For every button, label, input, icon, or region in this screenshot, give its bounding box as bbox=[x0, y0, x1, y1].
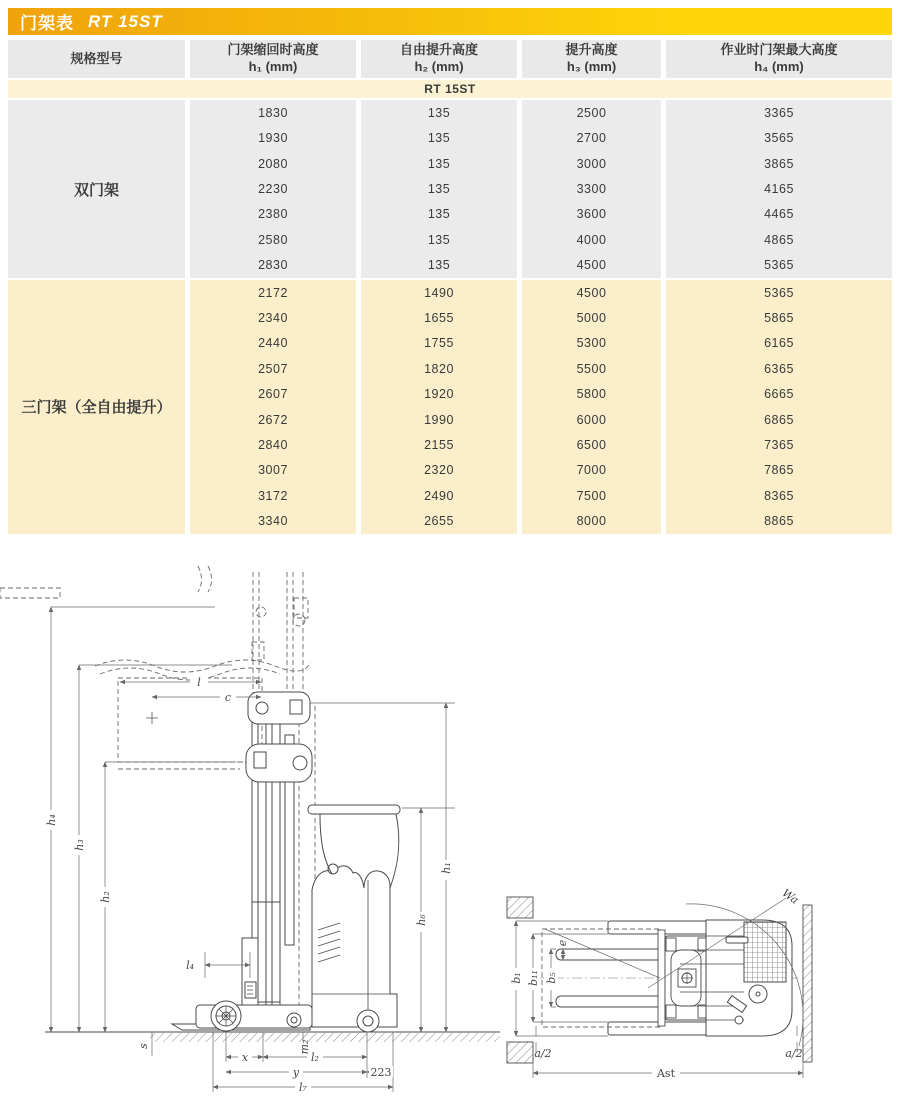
table-cell: 2380 bbox=[190, 202, 356, 227]
table-cell: 6165 bbox=[666, 331, 892, 356]
table-cell: 4865 bbox=[666, 227, 892, 252]
table-cell: 2655 bbox=[361, 509, 517, 534]
table-cell: 1820 bbox=[361, 356, 517, 381]
table-cell: 1755 bbox=[361, 331, 517, 356]
header-line2: h₁ (mm) bbox=[248, 59, 298, 74]
table-cell: 2340 bbox=[190, 305, 356, 330]
side-view bbox=[0, 566, 500, 1094]
table-cell: 2672 bbox=[190, 407, 356, 432]
mast bbox=[242, 692, 312, 1028]
dim-label-y: y bbox=[292, 1066, 300, 1079]
table-cell: 5865 bbox=[666, 305, 892, 330]
table-cell: 5300 bbox=[522, 331, 661, 356]
table-cell: 4000 bbox=[522, 227, 661, 252]
dim-label-b11: b₁₁ bbox=[527, 970, 540, 986]
table-header bbox=[8, 40, 892, 78]
table-cell: 6000 bbox=[522, 407, 661, 432]
dim-label-l2: l₂ bbox=[311, 1051, 319, 1064]
section-label: 双门架 bbox=[8, 100, 185, 278]
page-model: RT 15ST bbox=[88, 11, 163, 31]
table-cell: 4500 bbox=[522, 253, 661, 278]
table-cell: 6865 bbox=[666, 407, 892, 432]
table-cell: 3565 bbox=[666, 125, 892, 150]
dim-label-l4: l₄ bbox=[186, 959, 194, 972]
table-cell: 1930 bbox=[190, 125, 356, 150]
dim-label-e: e bbox=[556, 939, 569, 947]
table-cell: 4465 bbox=[666, 202, 892, 227]
table-cell: 7865 bbox=[666, 458, 892, 483]
table-cell: 8865 bbox=[666, 509, 892, 534]
table-cell: 5365 bbox=[666, 253, 892, 278]
table-cell: 2507 bbox=[190, 356, 356, 381]
top-view bbox=[507, 886, 812, 1080]
table-cell: 5800 bbox=[522, 382, 661, 407]
dim-label-s: s bbox=[137, 1043, 150, 1049]
table-cell: 2155 bbox=[361, 432, 517, 457]
table-cell: 8000 bbox=[522, 509, 661, 534]
header-spec-model bbox=[8, 40, 185, 78]
table-cell: 3007 bbox=[190, 458, 356, 483]
table-cell: 1920 bbox=[361, 382, 517, 407]
dim-label-b1: b₁ bbox=[510, 972, 523, 984]
table-cell: 135 bbox=[361, 253, 517, 278]
technical-drawing bbox=[0, 545, 900, 1120]
caster-hub bbox=[291, 1017, 297, 1023]
table-cell: 2172 bbox=[190, 280, 356, 305]
table-cell: 2840 bbox=[190, 432, 356, 457]
table-cell: 135 bbox=[361, 227, 517, 252]
header-line2: h₄ (mm) bbox=[754, 59, 804, 74]
table-cell: 8365 bbox=[666, 483, 892, 508]
dim-label-h2: h₂ bbox=[99, 891, 112, 903]
table-cell: 5500 bbox=[522, 356, 661, 381]
table-cell: 2490 bbox=[361, 483, 517, 508]
header-line2: h₃ (mm) bbox=[566, 59, 617, 74]
table-cell: 1990 bbox=[361, 407, 517, 432]
table-cell: 2580 bbox=[190, 227, 356, 252]
table-cell: 2320 bbox=[361, 458, 517, 483]
ground-hatch bbox=[150, 1033, 500, 1042]
dim-label-h3: h₃ bbox=[73, 839, 86, 851]
table-cell: 2830 bbox=[190, 253, 356, 278]
table-cell: 4165 bbox=[666, 176, 892, 201]
dim-label-wa: Wa bbox=[779, 886, 801, 907]
banner bbox=[8, 8, 892, 35]
table-cell: 4500 bbox=[522, 280, 661, 305]
dim-label-l: l bbox=[197, 676, 201, 689]
header-h1 bbox=[190, 40, 356, 78]
table-cell: 3340 bbox=[190, 509, 356, 534]
dim-label-a2-right: a/2 bbox=[785, 1047, 803, 1060]
dim-label-l7: l₇ bbox=[299, 1081, 307, 1094]
table-cell: 7000 bbox=[522, 458, 661, 483]
table-cell: 1830 bbox=[190, 100, 356, 125]
header-line1: 自由提升高度 bbox=[399, 42, 478, 58]
header-h4 bbox=[666, 40, 892, 78]
table-cell: 135 bbox=[361, 125, 517, 150]
header-h2 bbox=[361, 40, 517, 78]
table-cell: 135 bbox=[361, 100, 517, 125]
truck-body bbox=[312, 864, 397, 1027]
dim-label-m2: m₂ bbox=[298, 1039, 311, 1055]
table-cell: 2080 bbox=[190, 151, 356, 176]
table-cell: 3172 bbox=[190, 483, 356, 508]
extended-mast-dashed bbox=[0, 566, 315, 1005]
table-cell: 2230 bbox=[190, 176, 356, 201]
table-cell: 3865 bbox=[666, 151, 892, 176]
table-cell: 2607 bbox=[190, 382, 356, 407]
header-line1: 作业时门架最大高度 bbox=[720, 42, 838, 58]
table-cell: 2500 bbox=[522, 100, 661, 125]
table-cell: 2700 bbox=[522, 125, 661, 150]
model-band: RT 15ST bbox=[8, 80, 892, 98]
table-cell: 135 bbox=[361, 151, 517, 176]
table-cell: 7500 bbox=[522, 483, 661, 508]
dim-label-a2-left: a/2 bbox=[534, 1047, 552, 1060]
table-cell: 1655 bbox=[361, 305, 517, 330]
load-wheel bbox=[211, 1001, 241, 1031]
battery-cover-chequer bbox=[744, 922, 786, 982]
dim-label-h1: h₁ bbox=[440, 862, 453, 874]
table-cell: 5000 bbox=[522, 305, 661, 330]
dim-label-b5: b₅ bbox=[545, 972, 558, 984]
table-cell: 1490 bbox=[361, 280, 517, 305]
header-line1: 门架缩回时高度 bbox=[227, 42, 319, 58]
header-line1: 规格型号 bbox=[70, 50, 123, 66]
table-cell: 135 bbox=[361, 176, 517, 201]
header-line1: 提升高度 bbox=[565, 42, 618, 58]
header-h3 bbox=[522, 40, 661, 78]
load-cg-cross bbox=[146, 712, 158, 724]
page-title: 门架表 bbox=[20, 14, 74, 33]
table-cell: 6500 bbox=[522, 432, 661, 457]
section-triplex bbox=[8, 280, 892, 534]
table-cell: 3600 bbox=[522, 202, 661, 227]
table-cell: 2440 bbox=[190, 331, 356, 356]
dim-label-ast: Ast bbox=[656, 1067, 676, 1080]
header-line2: h₂ (mm) bbox=[414, 59, 464, 74]
dim-label-h4: h₄ bbox=[45, 814, 58, 826]
reach-carriage bbox=[658, 930, 709, 1026]
table-cell: 3300 bbox=[522, 176, 661, 201]
table-cell: 7365 bbox=[666, 432, 892, 457]
table-cell: 135 bbox=[361, 202, 517, 227]
table-cell: 6365 bbox=[666, 356, 892, 381]
table-cell: 6665 bbox=[666, 382, 892, 407]
dim-label-223: 223 bbox=[370, 1066, 392, 1079]
table-cell: 3000 bbox=[522, 151, 661, 176]
table-cell: 5365 bbox=[666, 280, 892, 305]
table-cell: 3365 bbox=[666, 100, 892, 125]
section-label: 三门架（全自由提升） bbox=[8, 280, 185, 534]
section-duplex bbox=[8, 100, 892, 278]
dim-label-h6: h₆ bbox=[415, 914, 428, 926]
dim-label-x: x bbox=[241, 1051, 249, 1064]
dim-label-c: c bbox=[224, 691, 232, 704]
rear-wheel bbox=[357, 1010, 379, 1032]
